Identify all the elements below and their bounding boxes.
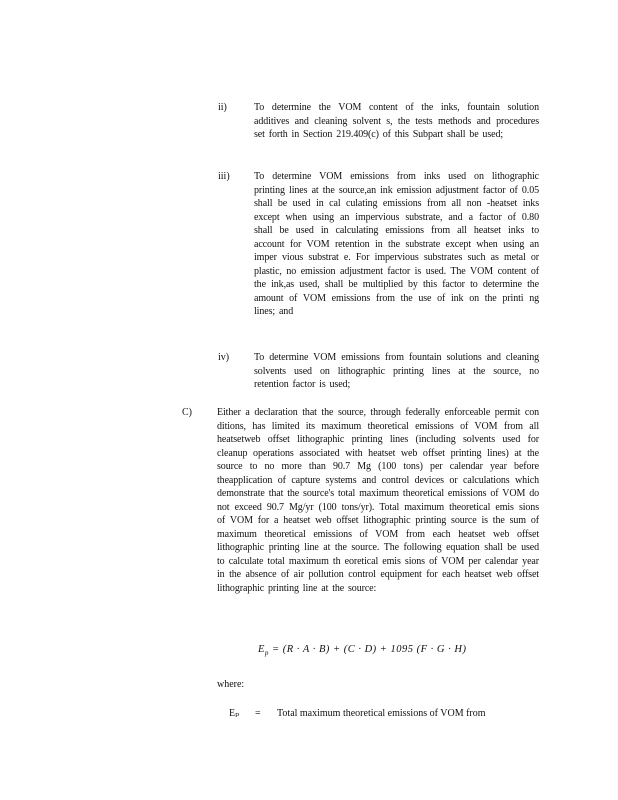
section-ii-text: To determine the VOM content of the inks, fountain solution additives and cleaning solvent s, the tests methods and procedures set forth in Section 219.409(c) of this Subpart shall be used; [254,102,539,140]
section-iv-text: To determine VOM emissions from fountain solutions and cleaning solvents used on lithographic printing lines at the source, no retention factor is used; [254,352,539,390]
where-label: where: [217,679,245,690]
section-ii-label: ii) [218,102,227,113]
definition-text: Total maximum theoretical emissions of VOM from [277,708,486,719]
equation-lhs: E [258,644,265,655]
section-iii-text: To determine VOM emissions from inks used on lithographic printing lines at the source,an ink emission adjustment factor of 0.05 shall be used in cal culating emissions from all non -heatset inks except when using an impervious substrate, and a factor of 0.80 shall be used in calculating emissions from all heatset inks to account for VOM retention in the substrate except when using an imper vious substrat e. For impervious substrates such as metal or plastic, no emission adjustment factor is used. The VOM content of the ink,as used, shall be multiplied by this factor to determine the amount of VOM emissions from the use of ink on the printi ng lines; and [254,171,539,317]
definition-equals: = [255,708,261,719]
section-iv-label: iv) [218,352,230,363]
section-c-label: C) [182,407,192,418]
definition-symbol: Eₚ [229,708,240,719]
equation-lhs-subscript: p [264,649,269,658]
emissions-equation [258,644,466,657]
equation-rhs: = (R · A · B) + (C · D) + 1095 (F · G · H) [268,644,467,655]
section-c-text: Either a declaration that the source, through federally enforceable permit con ditions, has limited its maximum theoretical emissions of VOM from all heatsetweb offset lithographic printing lines (including solvents used for cleanup operations associated with heatset web offset printing lines) at the source to no more than 90.7 Mg (100 tons) per calendar year before theapplication of capture systems and control devices or calculations which demonstrate that the source's total maximum theoretical emissions of VOM do not exceed 90.7 Mg/yr (100 tons/yr). Total maximum theoretical emis sions of VOM for a heatset web offset lithographic printing source is the sum of maximum theoretical emissions of VOM from each heatset web offset lithographic printing line at the source. The following equation shall be used to calculate total maximum th eoretical emis sions of VOM per calendar year in the absence of air pollution control equipment for each heatset web offset lithographic printing line at the source: [217,407,539,594]
section-iii-label: iii) [218,171,230,182]
